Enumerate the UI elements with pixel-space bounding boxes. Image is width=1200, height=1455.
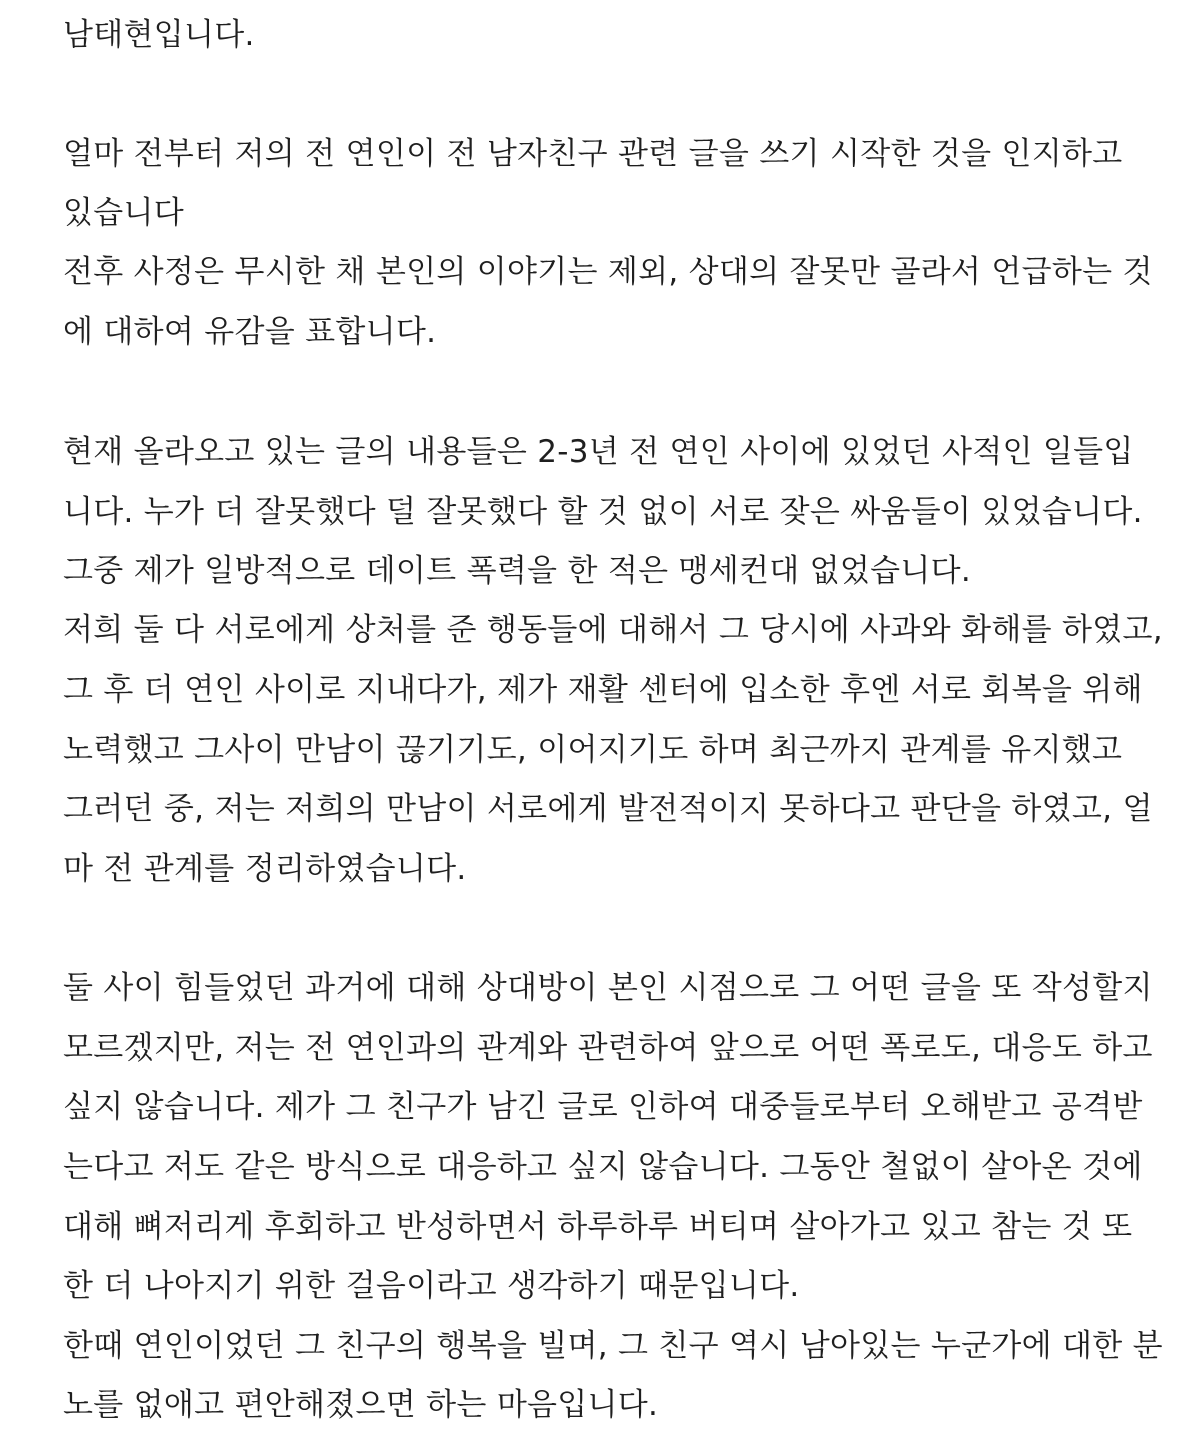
text-line: 마 전 관계를 정리하였습니다. bbox=[63, 851, 467, 887]
text-line: 있습니다 bbox=[63, 195, 184, 231]
text-line: 그러던 중, 저는 저희의 만남이 서로에게 발전적이지 못하다고 판단을 하였고, 얼 bbox=[63, 791, 1153, 827]
text-line: 둘 사이 힘들었던 과거에 대해 상대방이 본인 시점으로 그 어떤 글을 또 작성할지 bbox=[63, 970, 1153, 1006]
text-line: 에 대하여 유감을 표합니다. bbox=[63, 314, 437, 350]
text-line: 한때 연인이었던 그 친구의 행복을 빌며, 그 친구 역시 남아있는 누군가에 대한 분 bbox=[63, 1328, 1163, 1364]
text-line: 그중 제가 일방적으로 데이트 폭력을 한 적은 맹세컨대 없었습니다. bbox=[63, 553, 972, 589]
text-line: 싶지 않습니다. 제가 그 친구가 남긴 글로 인하여 대중들로부터 오해받고 공격받 bbox=[63, 1089, 1143, 1125]
text-line: 니다. 누가 더 잘못했다 덜 잘못했다 할 것 없이 서로 잦은 싸움들이 있었습니다. bbox=[63, 494, 1143, 530]
text-line: 그 후 더 연인 사이로 지내다가, 제가 재활 센터에 입소한 후엔 서로 회복을 위해 bbox=[63, 672, 1143, 708]
text-line: 노력했고 그사이 만남이 끊기기도, 이어지기도 하며 최근까지 관계를 유지했고 bbox=[63, 732, 1123, 768]
text-line: 남태현입니다. bbox=[63, 17, 255, 53]
text-line: 노를 없애고 편안해졌으면 하는 마음입니다. bbox=[63, 1387, 659, 1423]
text-line: 전후 사정은 무시한 채 본인의 이야기는 제외, 상대의 잘못만 골라서 언급하는 것 bbox=[63, 254, 1153, 290]
text-line: 한 더 나아지기 위한 걸음이라고 생각하기 때문입니다. bbox=[63, 1268, 800, 1304]
text-line: 현재 올라오고 있는 글의 내용들은 2-3년 전 연인 사이에 있었던 사적인 일들입 bbox=[63, 434, 1134, 470]
text-line: 얼마 전부터 저의 전 연인이 전 남자친구 관련 글을 쓰기 시작한 것을 인지하고 bbox=[63, 136, 1123, 172]
text-line: 대해 뼈저리게 후회하고 반성하면서 하루하루 버티며 살아가고 있고 참는 것 또 bbox=[63, 1209, 1133, 1245]
text-line: 모르겠지만, 저는 전 연인과의 관계와 관련하여 앞으로 어떤 폭로도, 대응도 하고 bbox=[63, 1030, 1153, 1066]
text-line: 는다고 저도 같은 방식으로 대응하고 싶지 않습니다. 그동안 철없이 살아온 것에 bbox=[63, 1149, 1143, 1185]
text-line: 저희 둘 다 서로에게 상처를 준 행동들에 대해서 그 당시에 사과와 화해를 하였고, bbox=[63, 612, 1163, 648]
